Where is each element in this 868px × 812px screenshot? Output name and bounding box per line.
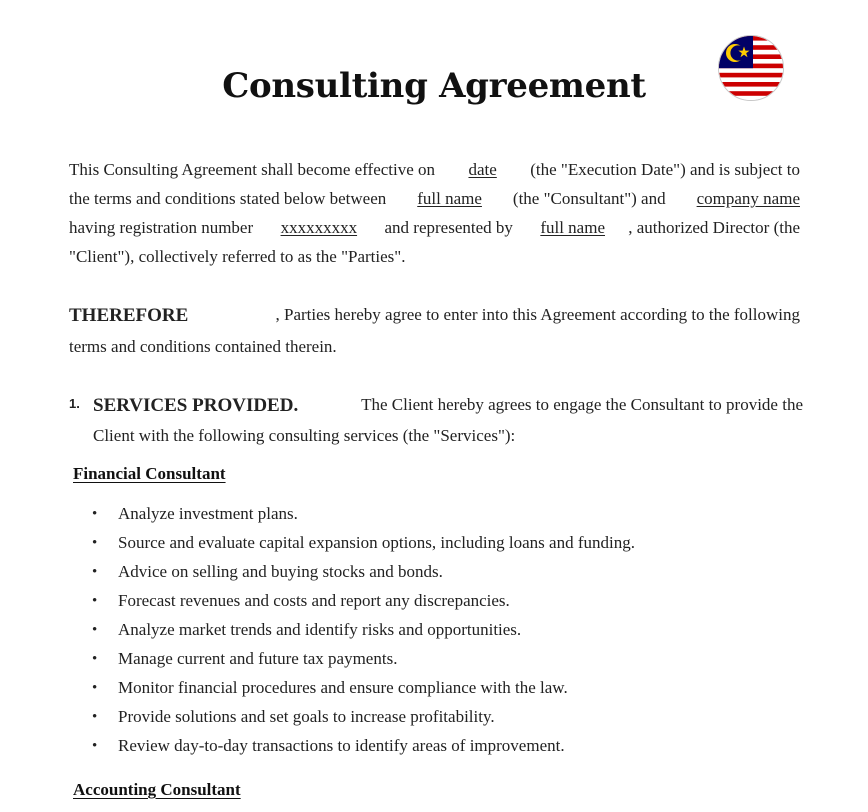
document-title: Consulting Agreement — [222, 66, 646, 106]
intro-line-3: having registration number xxxxxxxxx and represented by full name , authorized Director (the — [69, 218, 800, 237]
list-item: • Forecast revenues and costs and report any discrepancies. — [92, 590, 635, 619]
section-heading: SERVICES PROVIDED. — [93, 395, 299, 416]
intro-paragraph — [69, 160, 800, 270]
intro-line-4: "Client"), collectively referred to as the "Parties". — [69, 247, 406, 266]
list-item: • Review day-to-day transactions to identify areas of improvement. — [92, 735, 635, 764]
intro-line-2: the terms and conditions stated below between full name (the "Consultant") and company name — [69, 189, 800, 208]
company-name-field: company name — [696, 189, 800, 208]
therefore-line-2: terms and conditions contained therein. — [69, 337, 337, 356]
financial-consultant-heading: Financial Consultant — [73, 464, 226, 483]
accounting-consultant-heading: Accounting Consultant — [73, 780, 241, 799]
therefore-keyword: THEREFORE — [69, 305, 189, 326]
list-item: • Analyze investment plans. — [92, 503, 635, 532]
therefore-line-1: THEREFORE , Parties hereby agree to enter into this Agreement according to the following — [69, 305, 800, 326]
financial-services-list — [92, 503, 635, 764]
registration-number-field: xxxxxxxxx — [280, 218, 358, 237]
list-item: • Provide solutions and set goals to increase profitability. — [92, 706, 635, 735]
date-field: date — [468, 160, 497, 179]
intro-line-1: This Consulting Agreement shall become effective on date (the "Execution Date") and is subject to — [69, 160, 800, 179]
section-number: 1. — [69, 396, 80, 411]
section-services-provided — [93, 395, 803, 455]
section-line-1: SERVICES PROVIDED. The Client hereby agrees to engage the Consultant to provide the — [93, 395, 803, 416]
list-item: • Advice on selling and buying stocks and bonds. — [92, 561, 635, 590]
list-item: • Monitor financial procedures and ensure compliance with the law. — [92, 677, 635, 706]
section-line-2: Client with the following consulting services (the "Services"): — [93, 426, 516, 445]
list-item: • Source and evaluate capital expansion options, including loans and funding. — [92, 532, 635, 561]
therefore-paragraph — [69, 305, 800, 365]
list-item: • Manage current and future tax payments. — [92, 648, 635, 677]
consultant-name-field: full name — [417, 189, 482, 208]
director-name-field: full name — [540, 218, 605, 237]
list-item: • Analyze market trends and identify risks and opportunities. — [92, 619, 635, 648]
